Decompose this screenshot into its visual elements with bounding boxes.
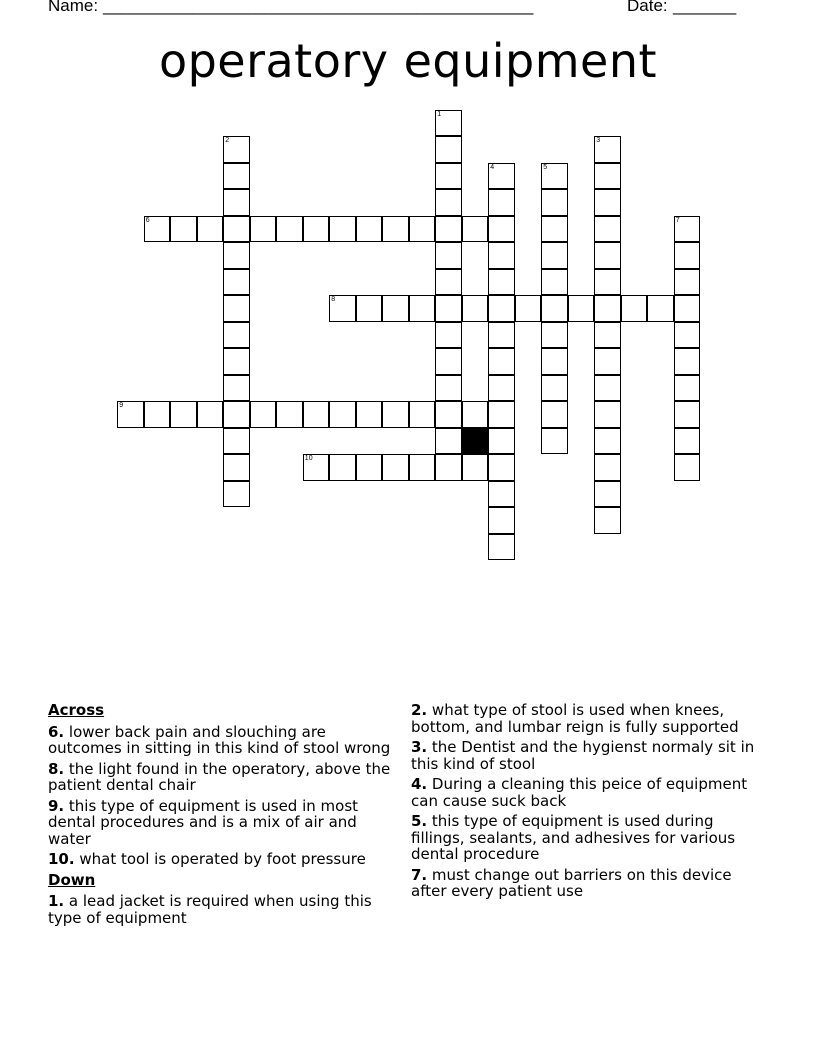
answer-cell[interactable] <box>435 295 462 322</box>
answer-cell[interactable] <box>435 136 462 163</box>
answer-cell[interactable] <box>223 136 250 163</box>
answer-cell[interactable] <box>674 269 701 296</box>
answer-cell[interactable] <box>488 481 515 508</box>
answer-cell[interactable] <box>488 428 515 455</box>
answer-cell[interactable] <box>435 163 462 190</box>
answer-cell[interactable] <box>435 242 462 269</box>
clue-down-7 <box>411 867 766 900</box>
clue-down-3 <box>411 739 766 772</box>
answer-cell[interactable] <box>488 189 515 216</box>
answer-cell[interactable] <box>488 375 515 402</box>
answer-cell[interactable] <box>197 401 224 428</box>
clue-text: the light found in the operatory, above the patient dental chair <box>48 759 391 794</box>
clue-text: what tool is operated by foot pressure <box>79 850 366 868</box>
answer-cell[interactable] <box>541 401 568 428</box>
answer-cell[interactable] <box>594 375 621 402</box>
answer-cell[interactable] <box>488 348 515 375</box>
answer-cell[interactable] <box>462 295 489 322</box>
answer-cell[interactable] <box>144 401 171 428</box>
answer-cell[interactable] <box>170 216 197 243</box>
clue-number: 3. <box>411 738 428 756</box>
answer-cell[interactable] <box>594 454 621 481</box>
clue-down-1 <box>48 893 398 926</box>
page-title: operatory equipment <box>158 34 658 88</box>
answer-cell[interactable] <box>409 454 436 481</box>
name-label: Name: <box>48 0 99 15</box>
clue-text: this type of equipment is used in most dental procedures and is a mix of air and water <box>48 796 359 848</box>
name-field-line[interactable]: ________________________________________________ <box>103 0 533 15</box>
answer-cell[interactable] <box>144 216 171 243</box>
answer-cell[interactable] <box>488 216 515 243</box>
answer-cell[interactable] <box>435 269 462 296</box>
clue-down-4 <box>411 776 766 809</box>
answer-cell[interactable] <box>594 189 621 216</box>
answer-cell[interactable] <box>329 401 356 428</box>
answer-cell[interactable] <box>329 295 356 322</box>
answer-cell[interactable] <box>382 216 409 243</box>
answer-cell[interactable] <box>223 216 250 243</box>
answer-cell[interactable] <box>435 216 462 243</box>
answer-cell[interactable] <box>197 216 224 243</box>
answer-cell[interactable] <box>382 454 409 481</box>
cell-number: 2 <box>225 137 230 145</box>
answer-cell[interactable] <box>435 322 462 349</box>
answer-cell[interactable] <box>621 295 648 322</box>
answer-cell[interactable] <box>647 295 674 322</box>
answer-cell[interactable] <box>541 242 568 269</box>
clue-text: the Dentist and the hygienst normaly sit in this kind of stool <box>411 738 755 773</box>
answer-cell[interactable] <box>594 428 621 455</box>
answer-cell[interactable] <box>223 269 250 296</box>
answer-cell[interactable] <box>488 454 515 481</box>
clue-across-8 <box>48 761 398 794</box>
answer-cell[interactable] <box>250 216 277 243</box>
answer-cell[interactable] <box>594 322 621 349</box>
answer-cell[interactable] <box>674 428 701 455</box>
answer-cell[interactable] <box>223 348 250 375</box>
cell-number: 3 <box>596 137 601 145</box>
clue-down-5 <box>411 813 766 863</box>
answer-cell[interactable] <box>541 269 568 296</box>
answer-cell[interactable] <box>594 295 621 322</box>
answer-cell[interactable] <box>541 375 568 402</box>
answer-cell[interactable] <box>674 242 701 269</box>
cell-number: 6 <box>145 216 150 224</box>
clue-text: lower back pain and slouching are outcomes in sitting in this kind of stool wrong <box>48 722 391 757</box>
clue-down-2 <box>411 702 766 735</box>
answer-cell[interactable] <box>594 507 621 534</box>
cell-number: 9 <box>119 402 124 410</box>
clue-number: 10. <box>48 850 75 868</box>
clue-across-6 <box>48 724 398 757</box>
answer-cell[interactable] <box>435 375 462 402</box>
answer-cell[interactable] <box>223 481 250 508</box>
blocked-cell <box>462 428 489 455</box>
clue-number: 1. <box>48 892 65 910</box>
answer-cell[interactable] <box>594 481 621 508</box>
answer-cell[interactable] <box>303 401 330 428</box>
cell-number: 4 <box>490 163 495 171</box>
clue-number: 5. <box>411 812 428 830</box>
answer-cell[interactable] <box>568 295 595 322</box>
clue-across-9 <box>48 798 398 848</box>
date-field-line[interactable]: _______ <box>673 0 736 15</box>
answer-cell[interactable] <box>488 322 515 349</box>
answer-cell[interactable] <box>356 295 383 322</box>
answer-cell[interactable] <box>674 348 701 375</box>
answer-cell[interactable] <box>594 216 621 243</box>
answer-cell[interactable] <box>223 189 250 216</box>
answer-cell[interactable] <box>356 401 383 428</box>
answer-cell[interactable] <box>488 507 515 534</box>
answer-cell[interactable] <box>462 216 489 243</box>
answer-cell[interactable] <box>541 216 568 243</box>
clue-number: 9. <box>48 796 65 815</box>
answer-cell[interactable] <box>223 295 250 322</box>
answer-cell[interactable] <box>435 189 462 216</box>
answer-cell[interactable] <box>223 454 250 481</box>
answer-cell[interactable] <box>541 189 568 216</box>
answer-cell[interactable] <box>329 454 356 481</box>
clue-text: a lead jacket is required when using this type of equipment <box>48 892 372 927</box>
answer-cell[interactable] <box>488 269 515 296</box>
answer-cell[interactable] <box>488 401 515 428</box>
cell-number: 7 <box>675 216 680 224</box>
answer-cell[interactable] <box>303 216 330 243</box>
answer-cell[interactable] <box>250 401 277 428</box>
cell-number: 5 <box>543 163 548 171</box>
answer-cell[interactable] <box>594 269 621 296</box>
answer-cell[interactable] <box>674 216 701 243</box>
answer-cell[interactable] <box>356 454 383 481</box>
clue-number: 4. <box>411 775 428 793</box>
clues-right-column <box>411 702 766 904</box>
answer-cell[interactable] <box>435 348 462 375</box>
answer-cell[interactable] <box>170 401 197 428</box>
answer-cell[interactable] <box>488 295 515 322</box>
answer-cell[interactable] <box>409 216 436 243</box>
answer-cell[interactable] <box>435 110 462 137</box>
clue-number: 7. <box>411 865 428 884</box>
answer-cell[interactable] <box>674 322 701 349</box>
cell-number: 1 <box>437 110 442 118</box>
answer-cell[interactable] <box>223 322 250 349</box>
clue-text: this type of equipment is used during fillings, sealants, and adhesives for various dental procedure <box>411 812 736 863</box>
clue-across-10 <box>48 851 398 868</box>
answer-cell[interactable] <box>541 163 568 190</box>
answer-cell[interactable] <box>462 401 489 428</box>
answer-cell[interactable] <box>541 348 568 375</box>
answer-cell[interactable] <box>223 163 250 190</box>
answer-cell[interactable] <box>223 375 250 402</box>
answer-cell[interactable] <box>541 428 568 455</box>
clue-text: what type of stool is used when knees, bottom, and lumbar reign is fully supported <box>411 701 739 736</box>
answer-cell[interactable] <box>303 454 330 481</box>
answer-cell[interactable] <box>488 163 515 190</box>
clue-text: During a cleaning this peice of equipment can cause suck back <box>411 775 748 810</box>
answer-cell[interactable] <box>409 401 436 428</box>
clue-text: must change out barriers on this device after every patient use <box>411 865 732 900</box>
answer-cell[interactable] <box>435 454 462 481</box>
answer-cell[interactable] <box>488 534 515 561</box>
answer-cell[interactable] <box>674 295 701 322</box>
answer-cell[interactable] <box>382 401 409 428</box>
answer-cell[interactable] <box>276 216 303 243</box>
clue-number: 2. <box>411 701 428 719</box>
across-heading: Across <box>48 701 105 719</box>
answer-cell[interactable] <box>223 242 250 269</box>
answer-cell[interactable] <box>382 295 409 322</box>
answer-cell[interactable] <box>541 295 568 322</box>
answer-cell[interactable] <box>409 295 436 322</box>
answer-cell[interactable] <box>223 401 250 428</box>
answer-cell[interactable] <box>594 348 621 375</box>
answer-cell[interactable] <box>515 295 542 322</box>
answer-cell[interactable] <box>329 216 356 243</box>
answer-cell[interactable] <box>674 454 701 481</box>
clue-number: 6. <box>48 722 65 741</box>
clue-number: 8. <box>48 759 65 778</box>
answer-cell[interactable] <box>674 375 701 402</box>
answer-cell[interactable] <box>276 401 303 428</box>
answer-cell[interactable] <box>594 163 621 190</box>
answer-cell[interactable] <box>674 401 701 428</box>
answer-cell[interactable] <box>594 136 621 163</box>
answer-cell[interactable] <box>223 428 250 455</box>
answer-cell[interactable] <box>594 401 621 428</box>
answer-cell[interactable] <box>488 242 515 269</box>
clues-left-column <box>48 702 398 930</box>
answer-cell[interactable] <box>356 216 383 243</box>
down-heading: Down <box>48 870 96 889</box>
answer-cell[interactable] <box>117 401 144 428</box>
answer-cell[interactable] <box>541 322 568 349</box>
answer-cell[interactable] <box>435 401 462 428</box>
answer-cell[interactable] <box>594 242 621 269</box>
cell-number: 8 <box>331 296 336 304</box>
answer-cell[interactable] <box>435 428 462 455</box>
cell-number: 10 <box>304 455 313 463</box>
date-label: Date: <box>627 0 668 15</box>
answer-cell[interactable] <box>462 454 489 481</box>
